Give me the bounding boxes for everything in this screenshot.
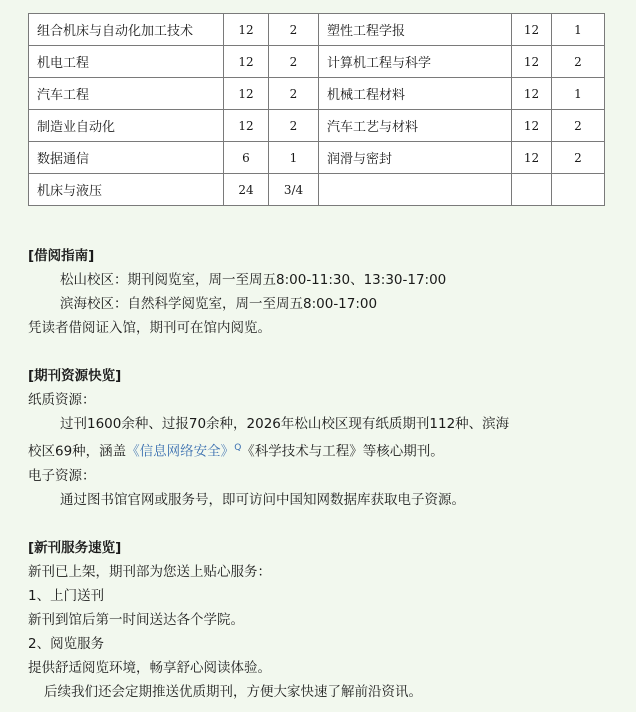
spacer bbox=[28, 512, 618, 536]
journal-name: 机电工程 bbox=[29, 46, 224, 78]
table-row bbox=[29, 174, 605, 206]
guide-binhai: 滨海校区：自然科学阅览室，周一至周五8:00-17:00 bbox=[60, 296, 378, 312]
copies: 2 bbox=[552, 142, 605, 174]
newservice-intro: 新刊已上架，期刊部为您送上贴心服务： bbox=[28, 563, 271, 580]
newservice-item2-text: 提供舒适阅览环境，畅享舒心阅读体验。 bbox=[28, 659, 271, 676]
copies: 2 bbox=[269, 78, 319, 110]
table-row bbox=[29, 78, 605, 110]
journal-name: 机床与液压 bbox=[29, 174, 224, 206]
copies: 2 bbox=[552, 110, 605, 142]
table-row bbox=[29, 46, 605, 78]
empty-cell bbox=[552, 174, 605, 206]
journal-name: 机械工程材料 bbox=[319, 78, 512, 110]
copies: 1 bbox=[269, 142, 319, 174]
table-row bbox=[29, 110, 605, 142]
spacer bbox=[28, 340, 618, 364]
search-icon[interactable]: Q bbox=[234, 443, 242, 453]
issues-per-year: 6 bbox=[224, 142, 269, 174]
journal-name: 计算机工程与科学 bbox=[319, 46, 512, 78]
copies: 3/4 bbox=[269, 174, 319, 206]
copies: 1 bbox=[552, 78, 605, 110]
paper-text-2a: 校区69种，涵盖 bbox=[28, 443, 127, 460]
issues-per-year: 12 bbox=[224, 14, 269, 46]
journal-name: 塑性工程学报 bbox=[319, 14, 512, 46]
newservice-title: [新刊服务速览] bbox=[28, 539, 122, 556]
guide-title: [借阅指南] bbox=[28, 248, 95, 264]
journal-table bbox=[28, 13, 605, 206]
issues-per-year: 24 bbox=[224, 174, 269, 206]
journal-name: 汽车工程 bbox=[29, 78, 224, 110]
journal-name: 汽车工艺与材料 bbox=[319, 110, 512, 142]
guide-songshan: 松山校区：期刊阅览室，周一至周五8:00-11:30、13:30-17:00 bbox=[60, 272, 447, 288]
journal-name: 润滑与密封 bbox=[319, 142, 512, 174]
table-row bbox=[29, 14, 605, 46]
newservice-item2-title: 2、阅览服务 bbox=[28, 635, 105, 652]
copies: 2 bbox=[269, 14, 319, 46]
journal-table-section bbox=[0, 0, 636, 216]
issues-per-year: 12 bbox=[512, 78, 552, 110]
empty-cell bbox=[512, 174, 552, 206]
journal-name: 数据通信 bbox=[29, 142, 224, 174]
electronic-text: 通过图书馆官网或服务号，即可访问中国知网数据库获取电子资源。 bbox=[60, 491, 465, 508]
paper-text-2b: 《科学技术与工程》等核心期刊。 bbox=[241, 443, 444, 460]
empty-cell bbox=[319, 174, 512, 206]
copies: 2 bbox=[269, 46, 319, 78]
copies: 2 bbox=[269, 110, 319, 142]
issues-per-year: 12 bbox=[512, 46, 552, 78]
issues-per-year: 12 bbox=[512, 142, 552, 174]
article-body bbox=[28, 244, 618, 704]
paper-label: 纸质资源： bbox=[28, 392, 96, 408]
issues-per-year: 12 bbox=[512, 14, 552, 46]
journal-link-info-security[interactable]: 《信息网络安全》 bbox=[126, 443, 235, 460]
issues-per-year: 12 bbox=[224, 110, 269, 142]
newservice-item1-text: 新刊到馆后第一时间送达各个学院。 bbox=[28, 611, 244, 628]
table-row bbox=[29, 142, 605, 174]
journal-name: 组合机床与自动化加工技术 bbox=[29, 14, 224, 46]
paper-text-2 bbox=[28, 436, 618, 464]
electronic-label: 电子资源： bbox=[28, 467, 96, 484]
newservice-closing: 后续我们还会定期推送优质期刊，方便大家快速了解前沿资讯。 bbox=[44, 683, 422, 700]
copies: 2 bbox=[552, 46, 605, 78]
paper-text-1: 过刊1600余种、过报70余种，2026年松山校区现有纸质期刊112种、滨海 bbox=[60, 416, 510, 432]
journal-name: 制造业自动化 bbox=[29, 110, 224, 142]
resources-title: [期刊资源快览] bbox=[28, 368, 122, 384]
copies: 1 bbox=[552, 14, 605, 46]
issues-per-year: 12 bbox=[224, 46, 269, 78]
issues-per-year: 12 bbox=[512, 110, 552, 142]
guide-note: 凭读者借阅证入馆，期刊可在馆内阅览。 bbox=[28, 320, 271, 336]
issues-per-year: 12 bbox=[224, 78, 269, 110]
newservice-item1-title: 1、上门送刊 bbox=[28, 587, 105, 604]
